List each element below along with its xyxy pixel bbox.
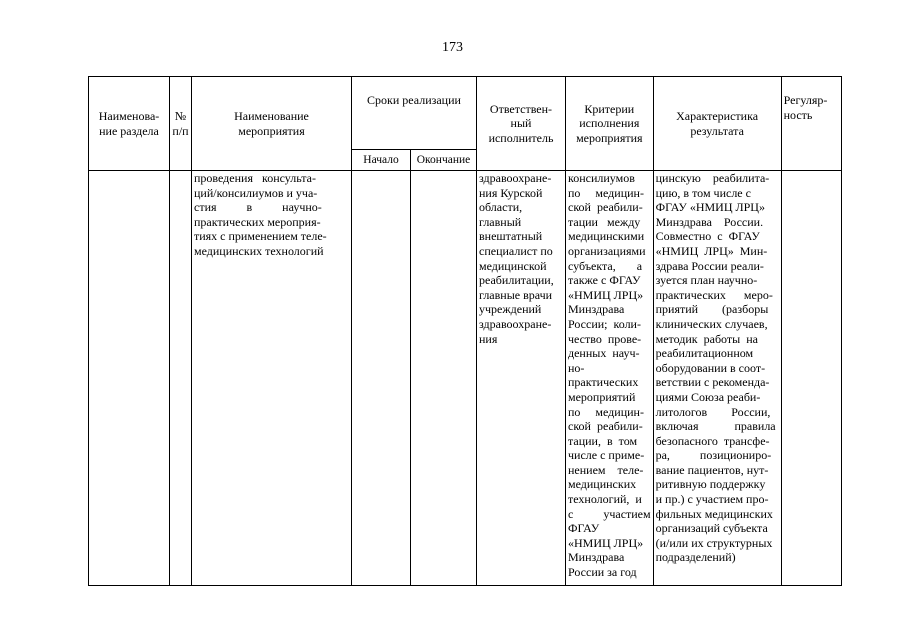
header-criteria: Критерии исполнения мероприятия xyxy=(566,77,654,171)
cell-responsible: здравоохране- ния Курской области, главный внештатный специалист по медицинской реабилитации, главные врачи учреждений здравоохране- ния xyxy=(477,171,566,586)
header-end: Окончание xyxy=(411,150,477,171)
header-result: Характеристика результата xyxy=(653,77,781,171)
cell-start xyxy=(352,171,411,586)
page-number: 173 xyxy=(442,40,463,55)
header-regularity: Регуляр- ность xyxy=(781,77,841,171)
cell-end xyxy=(411,171,477,586)
cell-result: цинскую реабилита- цию, в том числе с ФГАУ «НМИЦ ЛРЦ» Минздрава России. Совместно с ФГАУ «НМИЦ ЛРЦ» Мин- здрава России реали- зуется план научно- практических меро- приятий (разборы клинических случаев, методик работы на реабилитационном оборудовании в соот- ветствии с рекоменда- циями Союза реаби- литологов России, включая правила безопасного трансфе- ра, позициониро- вание пациентов, нут- ритивную поддержку и пр.) с участием про- фильных медицинских организаций субъекта (и/или их структурных подразделений) xyxy=(653,171,781,586)
header-activity-name: Наименование мероприятия xyxy=(192,77,352,171)
table-header-row xyxy=(89,77,842,150)
header-section-name: Наименова- ние раздела xyxy=(89,77,170,171)
table-row xyxy=(89,171,842,586)
cell-section-name xyxy=(89,171,170,586)
header-responsible: Ответствен- ный исполнитель xyxy=(477,77,566,171)
header-start: Начало xyxy=(352,150,411,171)
cell-number xyxy=(170,171,192,586)
cell-activity-name: проведения консульта- ций/консилиумов и уча- стия в научно- практических мероприя- тиях с применением теле- медицинских технологий xyxy=(192,171,352,586)
header-timeframe: Сроки реализации xyxy=(352,77,477,150)
activities-table xyxy=(88,76,842,586)
cell-regularity xyxy=(781,171,841,586)
header-number: № п/п xyxy=(170,77,192,171)
cell-criteria: консилиумов по медицин- ской реабили- тации между медицинскими организациями субъекта, а также с ФГАУ «НМИЦ ЛРЦ» Минздрава России; коли- чество прове- денных науч- но- практических мероприятий по медицин- ской реабили- тации, в том числе с приме- нением теле- медицинских технологий, и с участием ФГАУ «НМИЦ ЛРЦ» Минздрава России за год xyxy=(566,171,654,586)
